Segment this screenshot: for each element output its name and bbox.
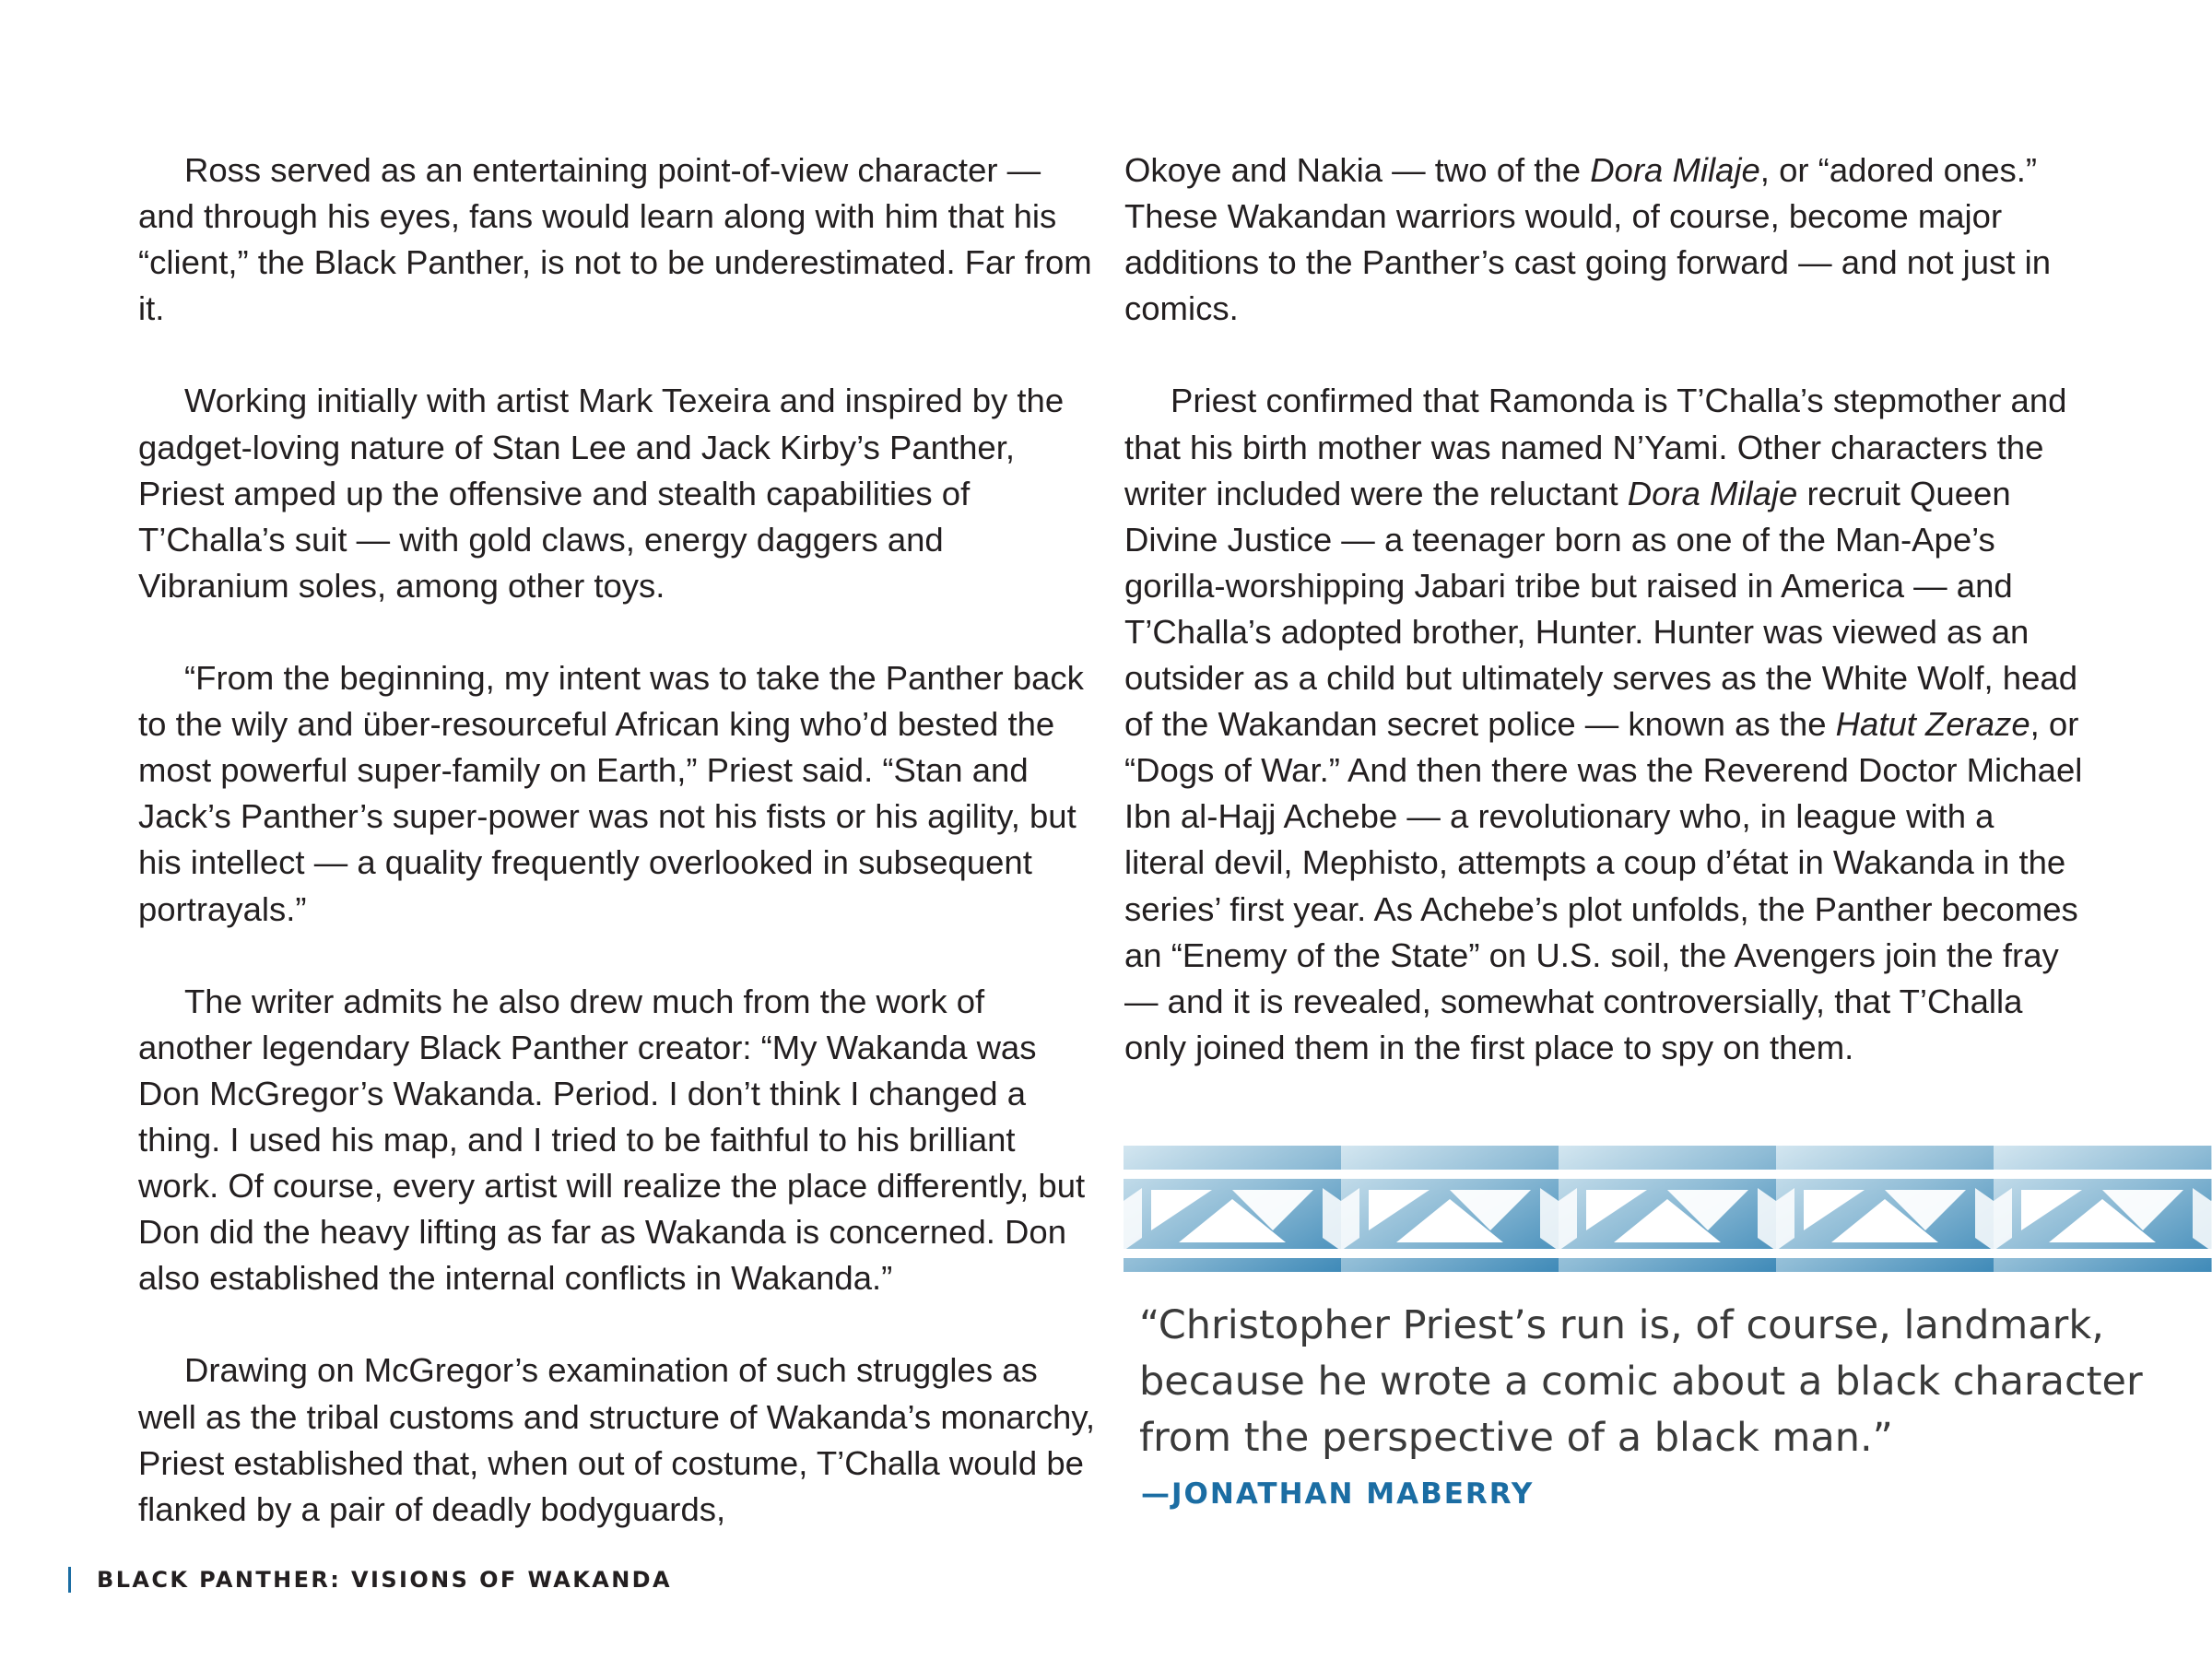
text-run: Priest confirmed that Ramonda is T’Challa’s stepmother and that his birth mother was named N’Yami. Other characters the writer included were the reluctant bbox=[1124, 382, 2067, 512]
pull-quote: “Christopher Priest’s run is, of course, landmark, because he wrote a comic about a black character from the perspective of a black man.” bbox=[1139, 1302, 2143, 1461]
text-run: Okoye and Nakia — two of the bbox=[1124, 151, 1591, 189]
text-run: , or “adored ones.” These Wakandan warriors would, of course, become major additions to the Panther’s cast going forward — and not just in comics. bbox=[1124, 151, 2052, 328]
body-paragraph: “From the beginning, my intent was to take the Panther back to the wily and über-resourceful African king who’d bested the most powerful super-family on Earth,” Priest said. “Stan and Jack’s Panther’s super-power was not his fists or his agility, but his intellect — a quality frequently overlooked in subsequent portrayals.” bbox=[138, 659, 1084, 928]
pull-quote-attribution: —JONATHAN MABERRY bbox=[1141, 1477, 1535, 1511]
running-title: BLACK PANTHER: VISIONS OF WAKANDA bbox=[97, 1567, 672, 1593]
page-footer bbox=[68, 1567, 672, 1593]
body-paragraph bbox=[1124, 378, 2083, 1070]
text-run: recruit Queen Divine Justice — a teenager born as one of the Man-Ape’s gorilla-worshipping Jabari tribe but raised in America — and T’Challa’s adopted brother, Hunter. Hunter was viewed as an outsider as a child but ultimately serves as the White Wolf, head of the Wakandan secret police — known as the bbox=[1124, 474, 2077, 744]
body-paragraph: The writer admits he also drew much from the work of another legendary Black Panther creator: “My Wakanda was Don McGregor’s Wakanda. Period. I don’t think I changed a thing. I used his map, and I tried to be faithful to his brilliant work. Of course, every artist will realize the place differently, but Don did the heavy lifting as far as Wakanda is concerned. Don also established the internal conflicts in Wakanda.” bbox=[138, 982, 1086, 1298]
body-paragraph: Working initially with artist Mark Texeira and inspired by the gadget-loving nature of Stan Lee and Jack Kirby’s Panther, Priest amped up the offensive and stealth capabilities of T’Challa’s suit — with gold claws, energy daggers and Vibranium soles, among other toys. bbox=[138, 382, 1065, 605]
text-run: , or “Dogs of War.” And then there was the Reverend Doctor Michael Ibn al-Hajj Achebe — a revolutionary who, in league with a literal devil, Mephisto, attempts a coup d’état in Wakanda in the series’ first year. As Achebe’s plot unfolds, the Panther becomes an “Enemy of the State” on U.S. soil, the Avengers join the fray — and it is revealed, somewhat controversially, that T’Challa only joined them in the first place to spy on them. bbox=[1124, 705, 2083, 1066]
decorative-pattern-band bbox=[1124, 1146, 2212, 1272]
body-paragraph: Ross served as an entertaining point-of-view character — and through his eyes, fans would learn along with him that his “client,” the Black Panther, is not to be underestimated. Far from it. bbox=[138, 151, 1092, 328]
italic-term: Dora Milaje bbox=[1590, 151, 1760, 189]
right-column bbox=[1124, 147, 2083, 1071]
footer-rule bbox=[68, 1567, 71, 1593]
italic-term: Hatut Zeraze bbox=[1835, 705, 2030, 744]
italic-term: Dora Milaje bbox=[1627, 474, 1798, 512]
body-paragraph: Drawing on McGregor’s examination of such struggles as well as the tribal customs and structure of Wakanda’s monarchy, Priest established that, when out of costume, T’Challa would be flanked by a pair of deadly bodyguards, bbox=[138, 1351, 1096, 1528]
left-column bbox=[138, 147, 1097, 1533]
body-paragraph-continued bbox=[1124, 147, 2083, 332]
